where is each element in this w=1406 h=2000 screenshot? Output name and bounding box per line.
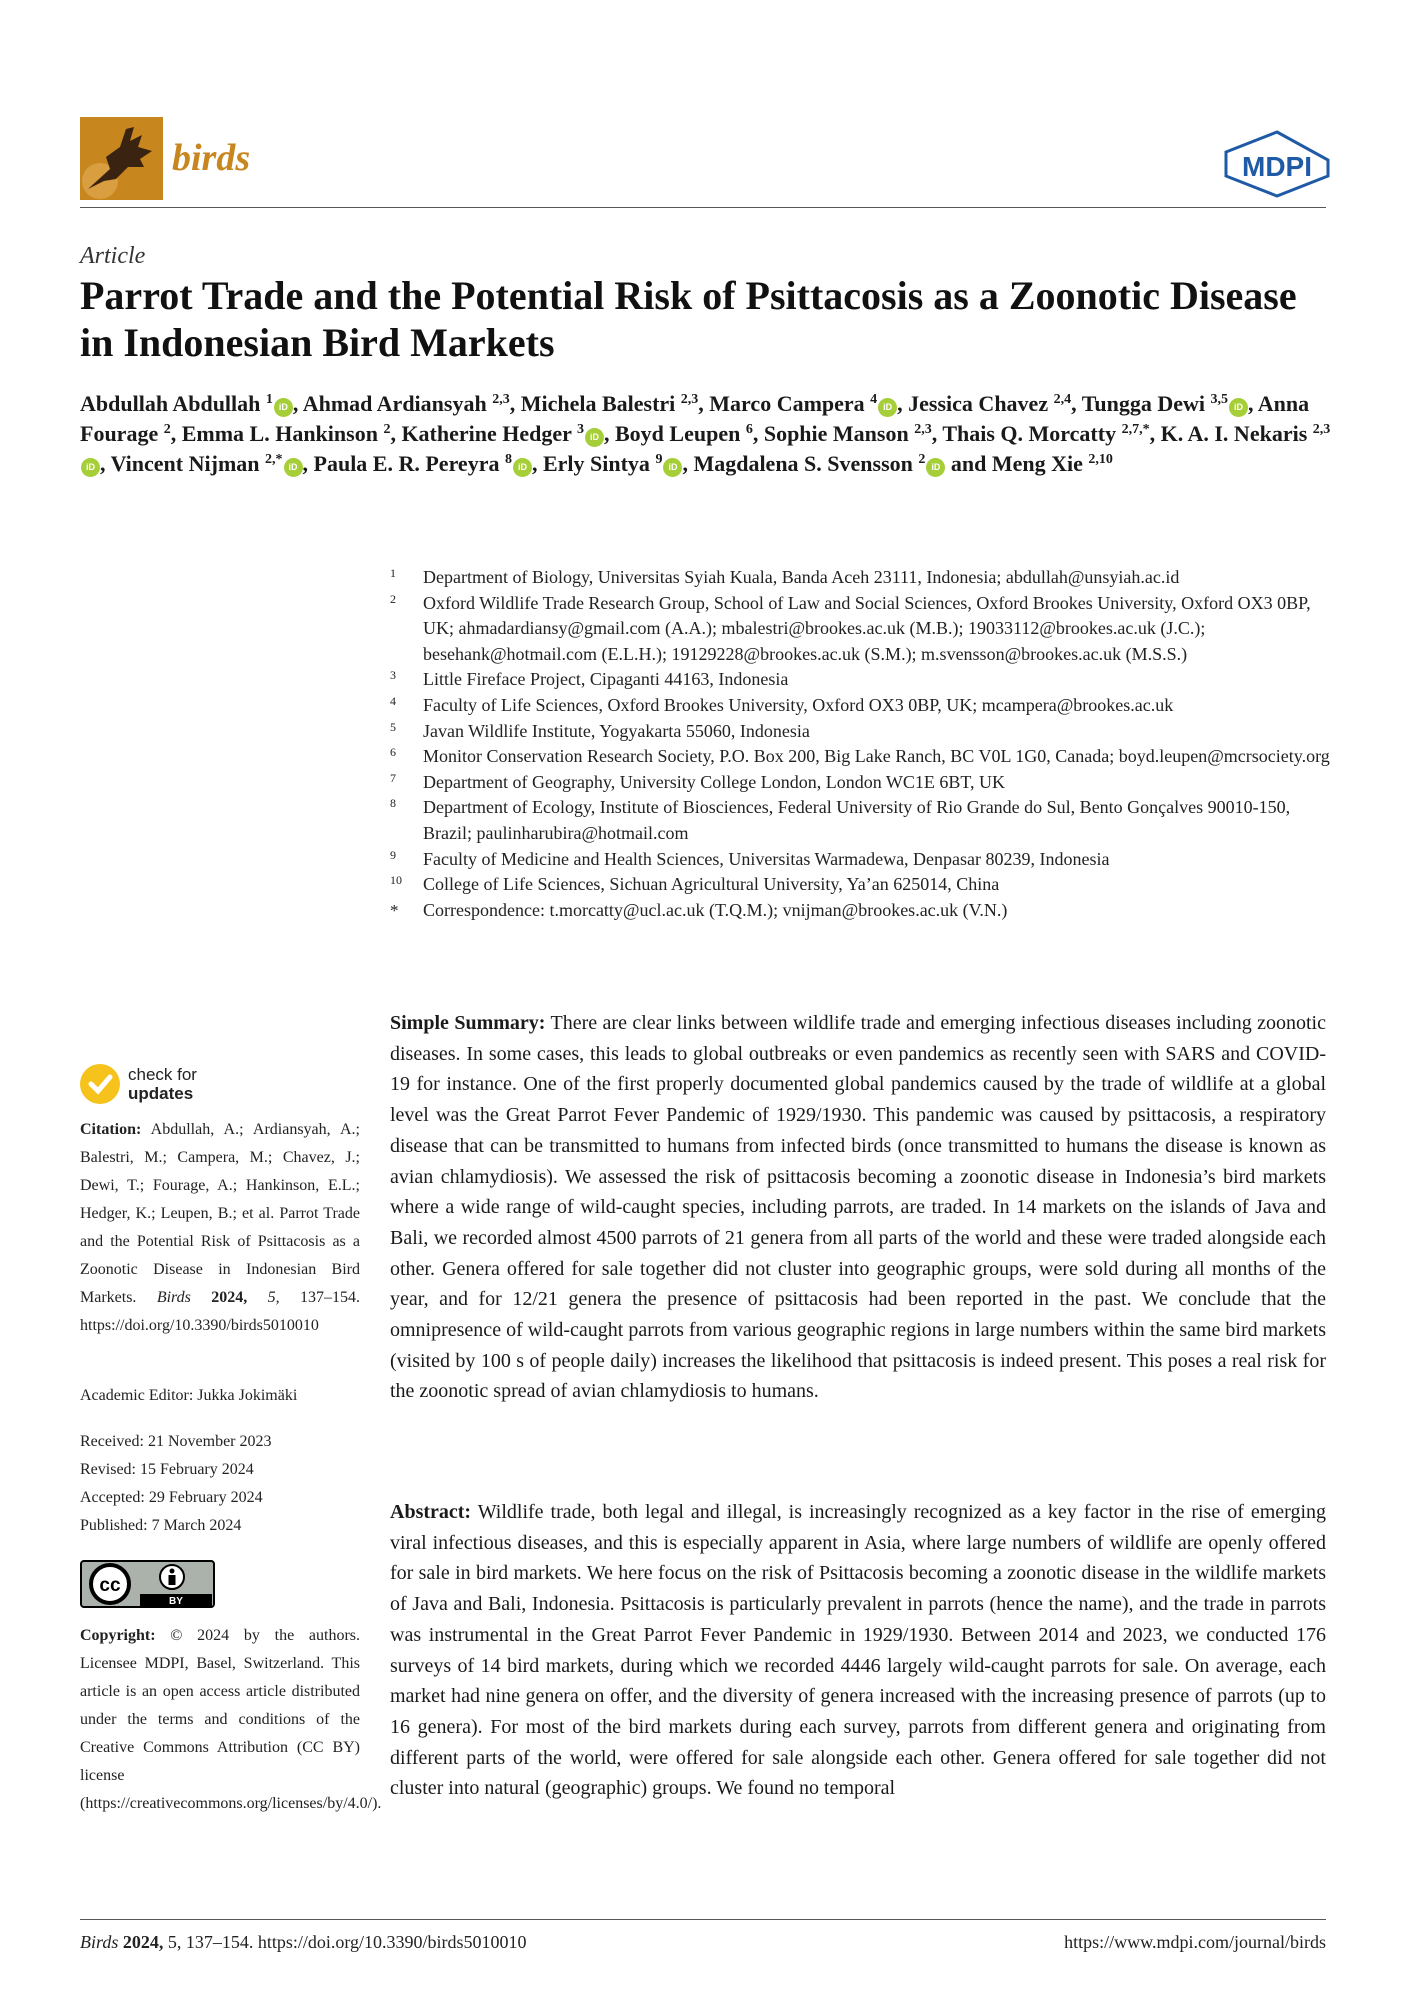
- author-separator: and: [945, 451, 987, 476]
- copyright-notice: [80, 1622, 382, 1818]
- affiliation-item: [390, 898, 1340, 924]
- citation: [80, 1116, 360, 1340]
- affiliation-text: College of Life Sciences, Sichuan Agricultural University, Ya’an 625014, China: [423, 874, 1000, 895]
- affiliation-item: [390, 795, 1340, 846]
- check-updates-line1: check for: [128, 1065, 197, 1084]
- affiliation-number: 4: [390, 693, 396, 708]
- received-date: Received: 21 November 2023: [80, 1433, 272, 1450]
- publisher-name: MDPI: [1242, 151, 1312, 182]
- affiliation-item: [390, 719, 1340, 745]
- citation-year: 2024,: [211, 1289, 248, 1306]
- author-affiliation-marker: 2,*: [265, 452, 283, 467]
- article-dates: [80, 1428, 360, 1540]
- author: Jessica Chavez: [908, 391, 1049, 416]
- author: Paula E. R. Pereyra: [313, 451, 500, 476]
- affiliation-item: [390, 872, 1340, 898]
- author-affiliation-marker: 2: [383, 422, 391, 437]
- citation-label: Citation:: [80, 1121, 142, 1138]
- author: Marco Campera: [709, 391, 865, 416]
- academic-editor: Academic Editor: Jukka Jokimäki: [80, 1387, 298, 1404]
- affiliation-number: 10: [390, 873, 402, 888]
- author-affiliation-marker: 9: [655, 452, 663, 467]
- author-affiliation-marker: 2,4: [1053, 392, 1072, 407]
- author-separator: ,: [302, 451, 309, 476]
- citation-volume: 5,: [267, 1289, 280, 1306]
- orcid-icon[interactable]: iD: [585, 428, 604, 447]
- author-affiliation-marker: 6: [745, 422, 753, 437]
- author-affiliation-marker: 2,3: [914, 422, 932, 437]
- author: Boyd Leupen: [615, 421, 741, 446]
- orcid-icon[interactable]: iD: [926, 458, 945, 477]
- author: Magdalena S. Svensson: [693, 451, 913, 476]
- orcid-icon[interactable]: iD: [1229, 398, 1248, 417]
- author: Anna Fourage: [80, 391, 1310, 446]
- author-list: [80, 389, 1340, 479]
- accepted-date: Accepted: 29 February 2024: [80, 1489, 263, 1506]
- footer-doi[interactable]: 5, 137–154. https://doi.org/10.3390/birds5010010: [167, 1932, 527, 1952]
- author-separator: ,: [390, 421, 396, 446]
- affiliation-item: [390, 565, 1340, 591]
- affiliation-number: 5: [390, 719, 396, 734]
- affiliation-number: 1: [390, 566, 396, 580]
- affiliation-text: Department of Geography, University College London, London WC1E 6BT, UK: [423, 771, 1006, 792]
- affiliation-number: 7: [390, 770, 396, 785]
- author-separator: ,: [1149, 421, 1156, 446]
- affiliation-number: *: [390, 900, 399, 920]
- orcid-icon[interactable]: iD: [274, 398, 293, 417]
- affiliation-item: [390, 770, 1340, 796]
- affiliation-text: Faculty of Life Sciences, Oxford Brookes University, Oxford OX3 0BP, UK; mcampera@brookes.ac.uk: [423, 694, 1174, 715]
- author-affiliation-marker: 3: [577, 422, 584, 437]
- affiliation-item: [390, 667, 1340, 693]
- citation-authors: Abdullah, A.; Ardiansyah, A.; Balestri, M.; Campera, M.; Chavez, J.; Dewi, T.; Fourage, A.; Hankinson, E.L.; Hedger, K.; Leupen, B.; et al. Parrot Trade and the Potential Risk of Psittacosis as a Zoonotic Disease in Indonesian Bird Markets.: [80, 1121, 360, 1306]
- publisher-logo: [1222, 130, 1332, 198]
- affiliation-number: 2: [390, 591, 396, 606]
- author: K. A. I. Nekaris: [1160, 421, 1308, 446]
- author-separator: ,: [509, 391, 516, 416]
- citation-doi[interactable]: 137–154. https://doi.org/10.3390/birds5010010: [80, 1289, 361, 1334]
- affiliation-number: 6: [390, 745, 396, 760]
- orcid-icon[interactable]: iD: [284, 458, 303, 477]
- bird-silhouette-icon: [80, 117, 163, 200]
- simple-summary-label: Simple Summary:: [390, 1012, 546, 1034]
- author: Tungga Dewi: [1081, 391, 1205, 416]
- author-affiliation-marker: 2,7,*: [1121, 422, 1150, 437]
- affiliation-item: [390, 847, 1340, 873]
- header-divider: [80, 207, 1326, 208]
- affiliation-number: 8: [390, 796, 396, 811]
- author-separator: ,: [897, 391, 903, 416]
- author-affiliation-marker: 2: [163, 422, 171, 437]
- author: Katherine Hedger: [401, 421, 572, 446]
- author: Thais Q. Morcatty: [942, 421, 1117, 446]
- simple-summary-text: There are clear links between wildlife trade and emerging infectious diseases including zoonotic diseases. In some cases, this leads to global outbreaks or even pandemics as recently seen with SARS and COVID-19 for instance. One of the first properly documented global pandemics caused by the trade of wildlife at a global level was the Great Parrot Fever Pandemic of 1929/1930. This pandemic was caused by psittacosis, a respiratory disease that can be transmitted to humans from infected birds (once transmitted to humans the disease is known as avian chlamydiosis). We assessed the risk of psittacosis becoming a zoonotic disease in Indonesia’s bird markets where a wide range of wild-caught species, including parrots, are traded. In 14 markets on the islands of Java and Bali, we recorded almost 4500 parrots of 21 genera from all parts of the world and these were traded alongside each other. Genera offered for sale together did not cluster into geographic groups, were sold during all months of the year, and for 12/21 genera the presence of psittacosis had been reported in the past. We conclude that the omnipresence of wild-caught parrots from various geographic regions in large numbers within the same bird markets (visited by 100 s of people daily) increases the likelihood that psittacosis is indeed present. This poses a real risk for the zoonotic spread of avian chlamydiosis to humans.: [390, 1012, 1326, 1403]
- affiliation-text: Little Fireface Project, Cipaganti 44163, Indonesia: [423, 669, 789, 690]
- affiliation-text: Department of Ecology, Institute of Biosciences, Federal University of Rio Grande do Sul, Bento Gonçalves 90010-150, Brazil; paulinharubira@hotmail.com: [423, 797, 1291, 843]
- affiliation-item: [390, 744, 1340, 770]
- author-affiliation-marker: 1: [265, 392, 273, 407]
- author-separator: ,: [292, 391, 299, 416]
- author-separator: ,: [682, 451, 688, 476]
- author: Michela Balestri: [520, 391, 676, 416]
- copyright-label: Copyright:: [80, 1627, 156, 1644]
- cc-by-license-badge[interactable]: [80, 1560, 215, 1608]
- author-affiliation-marker: 2: [918, 452, 926, 467]
- orcid-icon[interactable]: iD: [878, 398, 897, 417]
- author-separator: ,: [531, 451, 538, 476]
- copyright-text: © 2024 by the authors. Licensee MDPI, Basel, Switzerland. This article is an open access article distributed under the terms and conditions of the Creative Commons Attribution (CC BY) license (https://creativecommons.org/licenses/by/4.0/).: [80, 1627, 382, 1812]
- abstract-label: Abstract:: [390, 1501, 472, 1523]
- orcid-icon[interactable]: iD: [663, 458, 682, 477]
- published-date: Published: 7 March 2024: [80, 1517, 242, 1534]
- affiliation-text: Correspondence: t.morcatty@ucl.ac.uk (T.Q.M.); vnijman@brookes.ac.uk (V.N.): [423, 899, 1008, 920]
- article-type: Article: [80, 243, 146, 269]
- orcid-icon[interactable]: iD: [81, 458, 100, 477]
- author: Emma L. Hankinson: [181, 421, 378, 446]
- footer-journal: Birds: [80, 1932, 119, 1952]
- affiliation-text: Faculty of Medicine and Health Sciences, Universitas Warmadewa, Denpasar 80239, Indonesia: [423, 848, 1110, 869]
- check-updates-line2: updates: [128, 1084, 194, 1103]
- author-affiliation-marker: 4: [870, 392, 878, 407]
- author: Erly Sintya: [542, 451, 650, 476]
- affiliation-number: 3: [390, 668, 396, 683]
- affiliation-text: Department of Biology, Universitas Syiah Kuala, Banda Aceh 23111, Indonesia; abdullah@unsyiah.ac.id: [423, 567, 1180, 587]
- article-title: Parrot Trade and the Potential Risk of Psittacosis as a Zoonotic Disease in Indonesian Bird Markets: [80, 273, 1297, 365]
- affiliation-number: 9: [390, 847, 396, 862]
- orcid-icon[interactable]: iD: [513, 458, 532, 477]
- author-affiliation-marker: 2,3: [492, 392, 510, 407]
- footer-journal-url[interactable]: https://www.mdpi.com/journal/birds: [1064, 1932, 1326, 1952]
- journal-name: birds: [172, 137, 251, 179]
- author-separator: ,: [1247, 391, 1254, 416]
- affiliation-text: Monitor Conservation Research Society, P.O. Box 200, Big Lake Ranch, BC V0L 1G0, Canada; boyd.leupen@mcrsociety.org: [423, 746, 1330, 767]
- affiliation-item: [390, 693, 1340, 719]
- check-updates-icon: [80, 1064, 120, 1104]
- author: Abdullah Abdullah: [80, 391, 261, 416]
- check-for-updates-badge[interactable]: [80, 1062, 260, 1106]
- author-affiliation-marker: 8: [504, 452, 512, 467]
- journal-logo: [80, 117, 163, 200]
- author-affiliation-marker: 2,10: [1088, 452, 1113, 467]
- author: Sophie Manson: [763, 421, 909, 446]
- cc-by-label: BY: [169, 1596, 183, 1607]
- affiliation-text: Javan Wildlife Institute, Yogyakarta 55060, Indonesia: [423, 720, 810, 741]
- author: Meng Xie: [991, 451, 1083, 476]
- author-separator: ,: [1071, 391, 1077, 416]
- author-separator: ,: [931, 421, 938, 446]
- author-separator: ,: [604, 421, 610, 446]
- abstract-text: Wildlife trade, both legal and illegal, is increasingly recognized as a key factor in the rise of emerging viral infectious diseases, and this is especially apparent in Asia, where large numbers of wildlife are openly offered for sale in bird markets. We here focus on the risk of Psittacosis becoming a zoonotic disease in the wildlife markets of Java and Bali, Indonesia. Psittacosis is particularly prevalent in parrots (hence the name), and the trade in parrots was instrumental in the Great Parrot Fever Pandemic in 1929/1930. Between 2014 and 2023, we conducted 176 surveys of 14 bird markets, during which we recorded 4446 largely wild-caught parrots for sale. On average, each market had nine genera on offer, and the diversity of genera increased with the increasing presence of parrots (up to 16 genera). For most of the bird markets during each survey, parrots from different genera and originating from different parts of the world, were offered for sale alongside each other. Genera offered for sale together did not cluster into natural (geographic) groups. We found no temporal: [390, 1501, 1327, 1800]
- affiliation-item: [390, 591, 1340, 668]
- simple-summary: [390, 1008, 1326, 1407]
- author-affiliation-marker: 2,3: [1312, 422, 1331, 437]
- author-separator: ,: [698, 391, 704, 416]
- footer-year: 2024,: [122, 1932, 164, 1952]
- abstract: [390, 1497, 1326, 1804]
- author: Vincent Nijman: [110, 451, 260, 476]
- author-affiliation-marker: 2,3: [680, 392, 699, 407]
- author-separator: ,: [170, 421, 177, 446]
- author-separator: ,: [752, 421, 759, 446]
- citation-journal: Birds: [156, 1289, 191, 1306]
- author: Ahmad Ardiansyah: [302, 391, 487, 416]
- revised-date: Revised: 15 February 2024: [80, 1461, 254, 1478]
- author-separator: ,: [100, 451, 106, 476]
- cc-label: cc: [99, 1575, 121, 1596]
- footer-divider: [80, 1919, 1326, 1920]
- author-affiliation-marker: 3,5: [1210, 392, 1228, 407]
- footer-citation: [80, 1932, 527, 1953]
- affiliation-text: Oxford Wildlife Trade Research Group, School of Law and Social Sciences, Oxford Brookes University, Oxford OX3 0BP, UK; ahmadardiansy@gmail.com (A.A.); mbalestri@brookes.ac.uk (M.B.); 19033112@brookes.ac.uk (J.C.); besehank@hotmail.com (E.L.H.); 19129228@brookes.ac.uk (S.M.); m.svensson@brookes.ac.uk (M.S.S.): [423, 592, 1311, 664]
- affiliations: [390, 565, 1340, 923]
